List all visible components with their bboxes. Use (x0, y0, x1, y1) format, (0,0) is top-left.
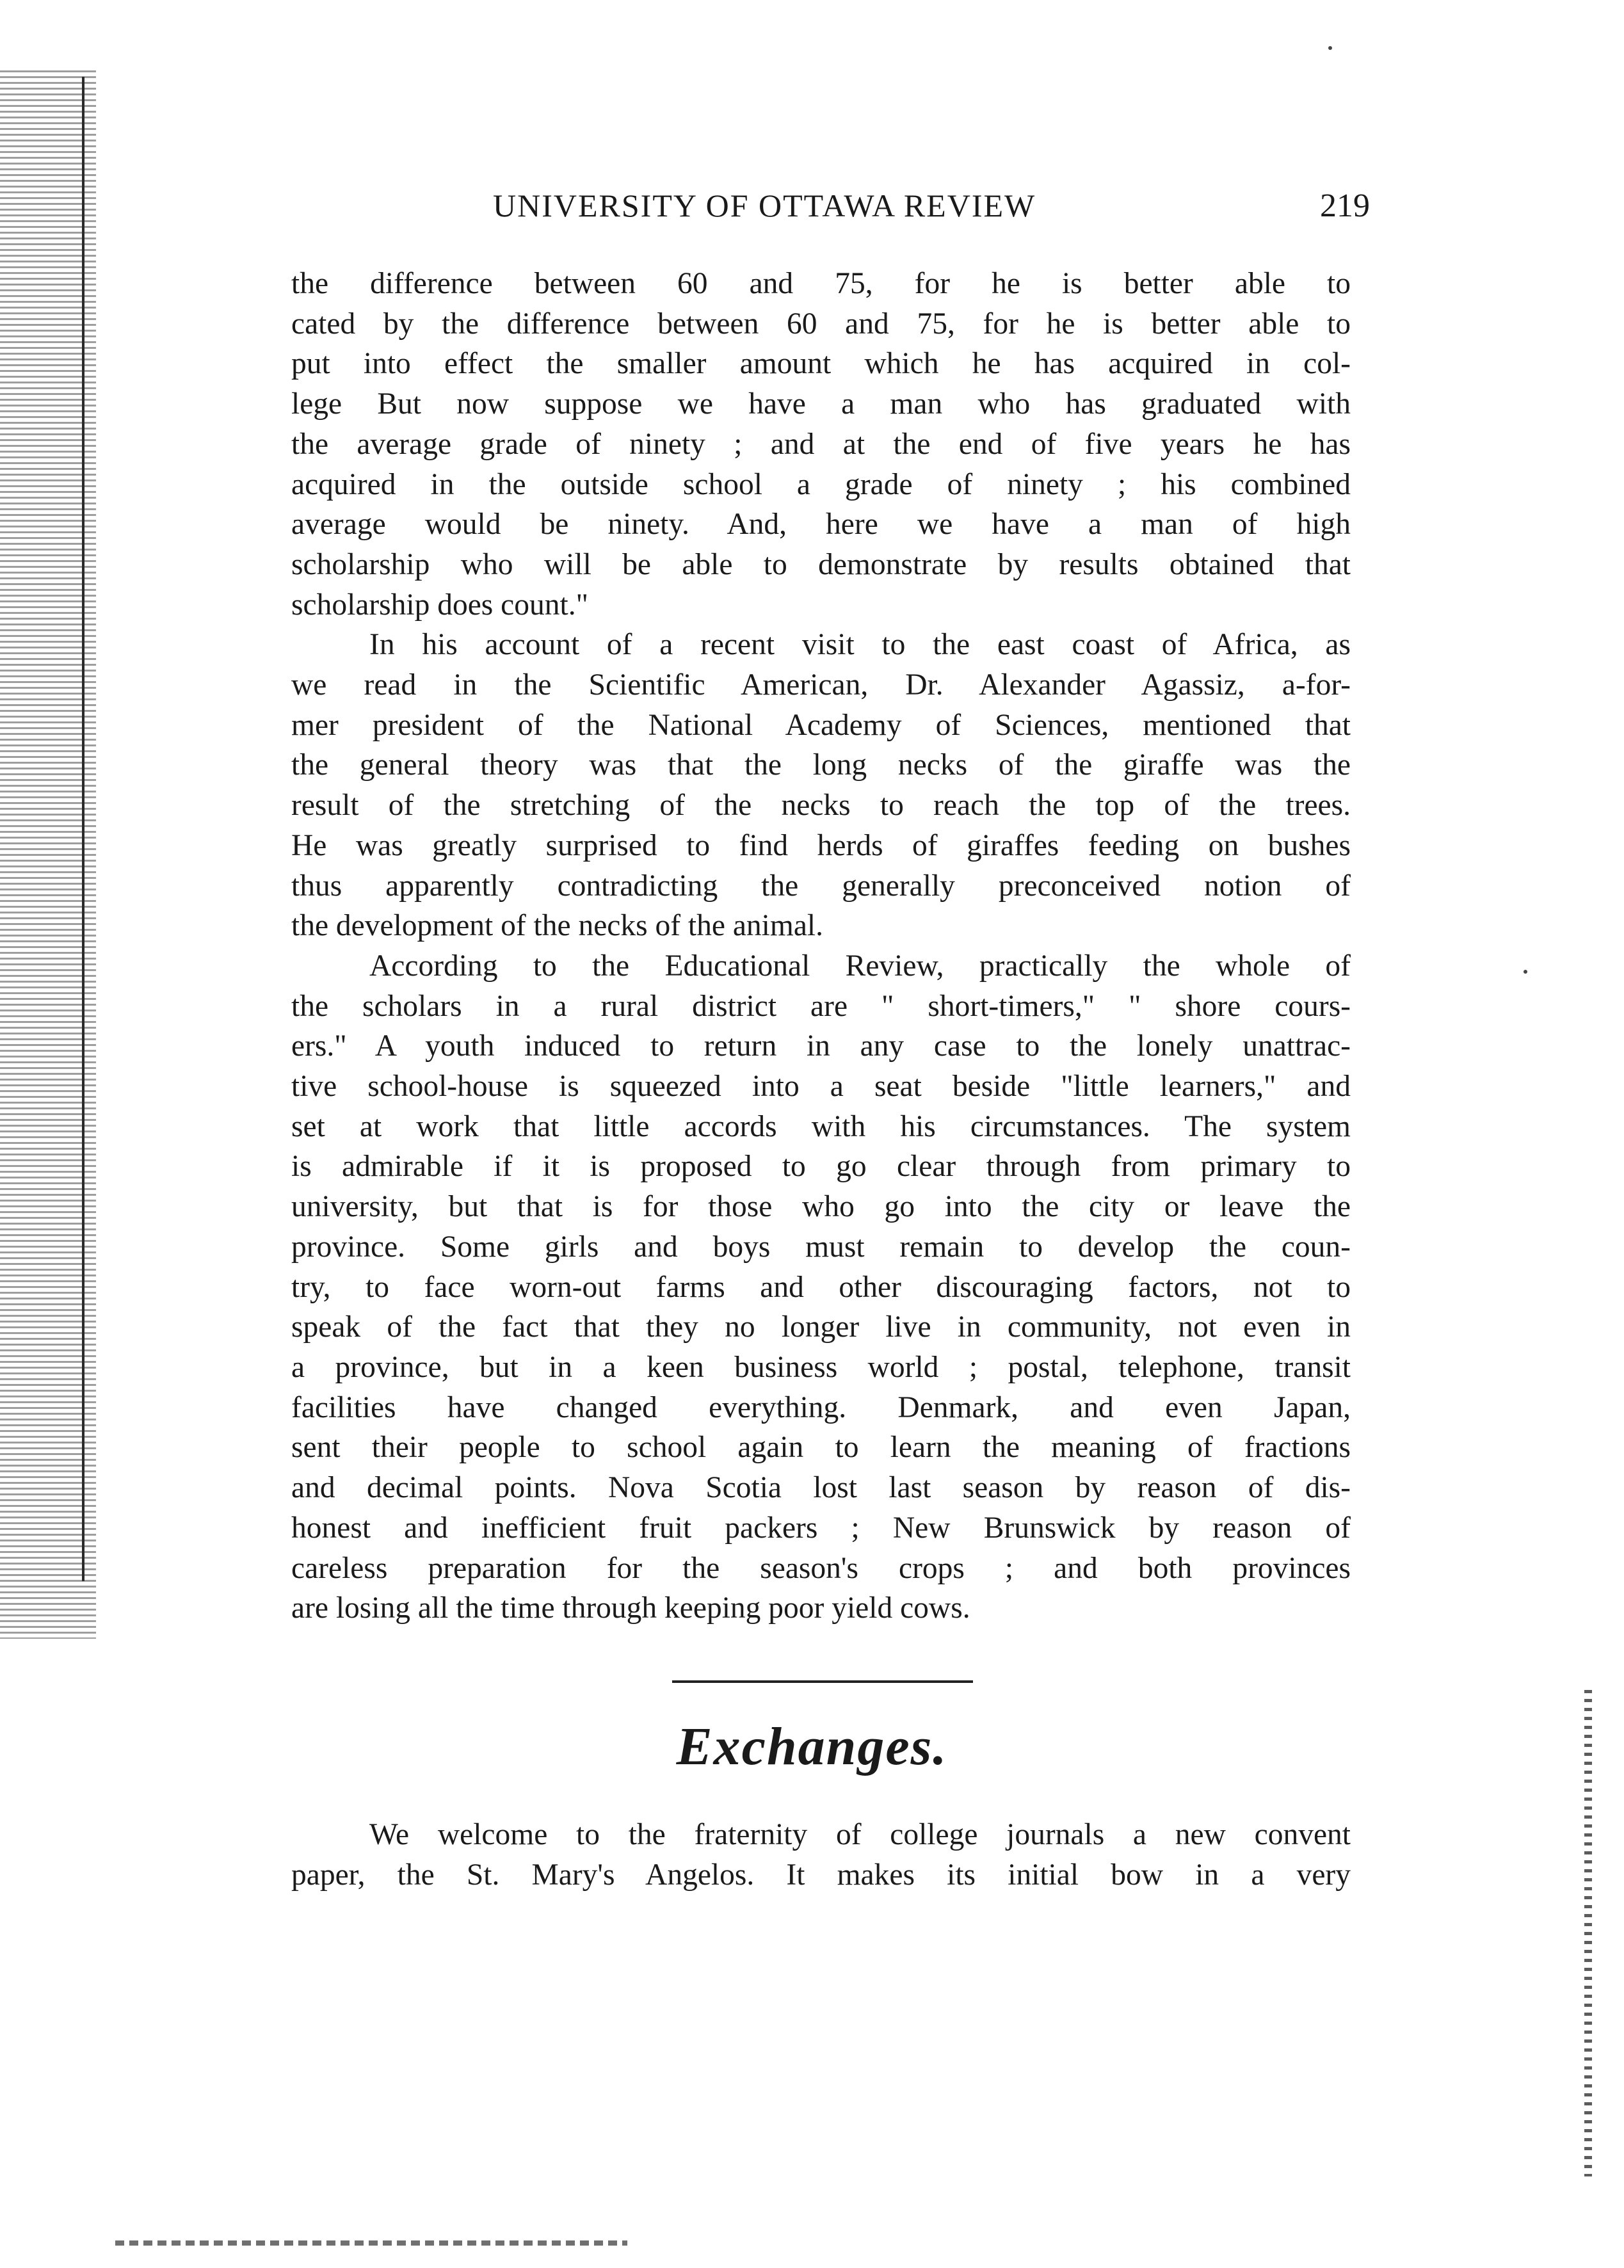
text-line: In his account of a recent visit to the east coast of Africa, as (369, 628, 1351, 662)
text-line: the scholars in a rural district are " short-timers," " shore cours- (291, 989, 1351, 1023)
text-line: honest and inefficient fruit packers ; New Brunswick by reason of (291, 1511, 1351, 1545)
page-header (282, 187, 1370, 232)
binding-rule-left (82, 77, 84, 1581)
text-line: a province, but in a keen business world ; postal, telephone, transit (291, 1350, 1351, 1384)
text-line: result of the stretching of the necks to reach the top of the trees. (291, 789, 1351, 823)
text-line: We welcome to the fraternity of college journals a new convent (369, 1818, 1351, 1851)
section-divider (672, 1680, 973, 1683)
text-line: lege But now suppose we have a man who has graduated with (291, 387, 1351, 421)
text-line: speak of the fact that they no longer live in community, not even in (291, 1310, 1351, 1344)
exchanges-body (291, 1815, 1351, 1895)
text-line: scholarship who will be able to demonstrate by results obtained that (291, 547, 1351, 581)
text-line: acquired in the outside school a grade of ninety ; his combined (291, 467, 1351, 501)
text-line: paper, the St. Mary's Angelos. It makes its initial bow in a very (291, 1858, 1351, 1892)
text-line: university, but that is for those who go into the city or leave the (291, 1190, 1351, 1224)
text-line: set at work that little accords with his circumstances. The system (291, 1109, 1351, 1143)
text-line: the general theory was that the long necks of the giraffe was the (291, 748, 1351, 782)
running-head: UNIVERSITY OF OTTAWA REVIEW (493, 188, 1036, 223)
text-line: cated by the difference between 60 and 75, for he is better able to (291, 307, 1351, 341)
text-line: the development of the necks of the animal. (291, 909, 823, 943)
text-line: and decimal points. Nova Scotia lost last season by reason of dis- (291, 1471, 1351, 1505)
text-line: the difference between 60 and 75, for he is better able to (291, 267, 1351, 300)
text-line: are losing all the time through keeping poor yield cows. (291, 1591, 970, 1625)
scan-speck (1524, 970, 1527, 974)
text-line: is admirable if it is proposed to go clear through from primary to (291, 1150, 1351, 1184)
text-line: scholarship does count." (291, 588, 588, 622)
text-line: According to the Educational Review, practically the whole of (369, 949, 1351, 983)
text-line: He was greatly surprised to find herds of giraffes feeding on bushes (291, 828, 1351, 862)
article-body (291, 264, 1351, 1629)
text-line: ers." A youth induced to return in any case to the lonely unattrac- (291, 1029, 1351, 1063)
text-line: put into effect the smaller amount which he has acquired in col- (291, 347, 1351, 381)
page-number: 219 (1320, 188, 1370, 224)
text-line: province. Some girls and boys must remain to develop the coun- (291, 1230, 1351, 1264)
text-line: careless preparation for the season's crops ; and both provinces (291, 1551, 1351, 1585)
scan-speck (1328, 46, 1332, 50)
text-line: we read in the Scientific American, Dr. Alexander Agassiz, a-for- (291, 668, 1351, 702)
text-line: mer president of the National Academy of Sciences, mentioned that (291, 708, 1351, 742)
text-line: average would be ninety. And, here we have a man of high (291, 508, 1351, 542)
text-line: facilities have changed everything. Denmark, and even Japan, (291, 1390, 1351, 1424)
text-line: tive school-house is squeezed into a seat beside "little learners," and (291, 1070, 1351, 1104)
text-line: try, to face worn-out farms and other discouraging factors, not to (291, 1270, 1351, 1304)
text-line: thus apparently contradicting the generally preconceived notion of (291, 869, 1351, 903)
scan-artifact-bottom (115, 2240, 627, 2246)
text-line: the average grade of ninety ; and at the end of five years he has (291, 427, 1351, 461)
text-line: sent their people to school again to learn the meaning of fractions (291, 1431, 1351, 1465)
section-heading-exchanges: Exchanges. (676, 1717, 948, 1776)
